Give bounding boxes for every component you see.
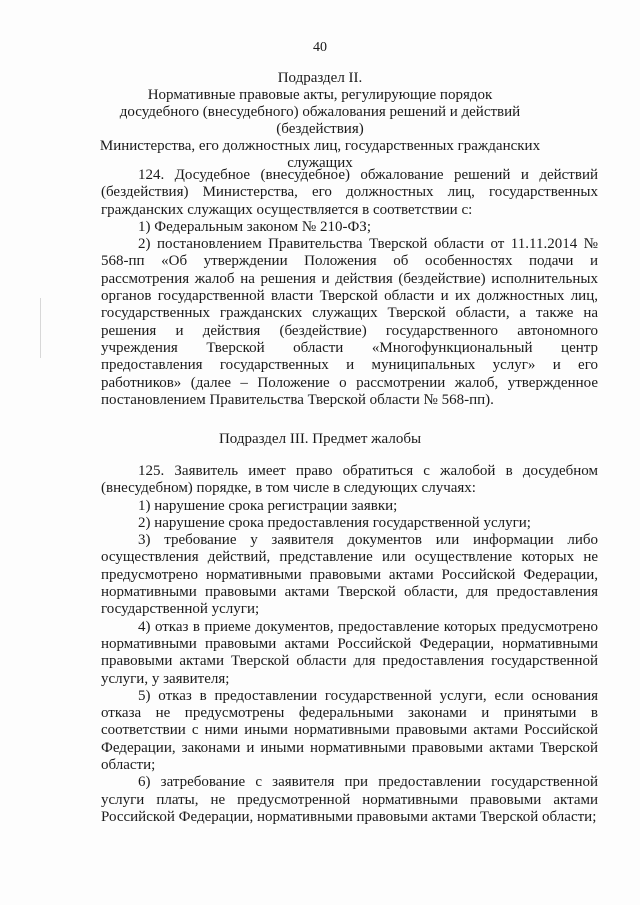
scan-edge-mark bbox=[40, 298, 41, 358]
paragraph: 2) нарушение срока предоставления государственной услуги; bbox=[138, 514, 531, 531]
subsection-2-line: Министерства, его должностных лиц, государственных гражданских bbox=[99, 138, 541, 154]
paragraph: 1) нарушение срока регистрации заявки; bbox=[138, 497, 398, 514]
subsection-2-line: Нормативные правовые акты, регулирующие порядок bbox=[147, 87, 493, 103]
paragraph: 1) Федеральным законом № 210-ФЗ; bbox=[138, 218, 371, 235]
subsection-2-line: служащих bbox=[287, 155, 353, 171]
block-124 bbox=[101, 167, 598, 409]
page-number: 40 bbox=[313, 40, 327, 55]
paragraph: 5) отказ в предоставлении государственной услуги, если основания отказа не предусмотрены федеральными законами и принятыми в соответствии с ними иными нормативными правовыми актами Российской Федерации, законами и иными нормативными правовыми актами Тверской области; bbox=[101, 687, 598, 774]
paragraph: 124. Досудебное (внесудебное) обжалование решений и действий (бездействия) Министерства, его должностных лиц, государственных гражданских служащих осуществляется в соответствии с: bbox=[101, 167, 598, 218]
subsection-2-line: досудебного (внесудебного) обжалования решений и действий (бездействия) bbox=[119, 104, 521, 137]
paragraph: 2) постановлением Правительства Тверской области от 11.11.2014 № 568-пп «Об утверждении Положения об особенностях подачи и рассмотрения жалоб на решения и действия (бездействие) исполнительных органов государственной власти Тверской области и их должностных лиц, государственных гражданских служащих Тверской области, а также на решения и действия (бездействие) государственного автономного учреждения Тверской области «Многофункциональный центр предоставления государственных и муниципальных услуг» и его работников» (далее – Положение о рассмотрении жалоб, утвержденное постановлением Правительства Тверской области № 568-пп). bbox=[101, 236, 598, 408]
subsection-3-heading: Подраздел III. Предмет жалобы bbox=[218, 431, 422, 447]
paragraph: 3) требование у заявителя документов или информации либо осуществления действий, представление или осуществление которых не предусмотрено нормативными правовыми актами Российской Федерации, нормативными правовыми актами Тверской области, для предоставления государственной услуги; bbox=[101, 532, 598, 618]
subsection-2-title: Подраздел II. bbox=[277, 70, 363, 86]
paragraph: 6) затребование с заявителя при предоставлении государственной услуги платы, не предусмотренной нормативными правовыми актами Российской Федерации, нормативными правовыми актами Тверской области; bbox=[101, 774, 598, 825]
subsection-2-heading bbox=[90, 70, 550, 172]
paragraph: 125. Заявитель имеет право обратиться с жалобой в досудебном (внесудебном) порядке, в том числе в следующих случаях: bbox=[101, 463, 598, 497]
paragraph: 4) отказ в приеме документов, предоставление которых предусмотрено нормативными правовыми актами Российской Федерации, нормативными правовыми актами Тверской области для предоставления государственной услуги, у заявителя; bbox=[101, 618, 598, 687]
block-125 bbox=[101, 463, 598, 826]
